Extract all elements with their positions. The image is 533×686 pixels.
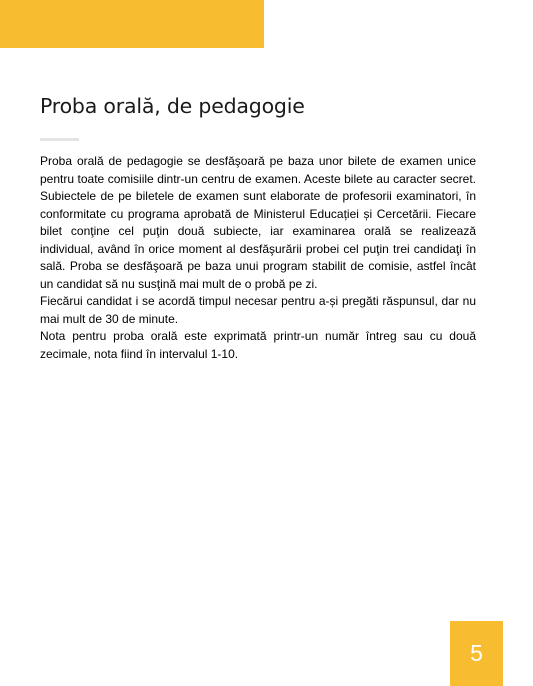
body-text — [40, 153, 476, 363]
paragraph-grading: Nota pentru proba orală este exprimată printr-un număr întreg sau cu două zecimale, nota fiind în intervalul 1-10. — [40, 329, 476, 361]
page-number-badge — [450, 621, 503, 686]
top-accent-bar — [0, 0, 264, 48]
title-divider — [40, 138, 79, 141]
page-number: 5 — [470, 640, 483, 666]
paragraph-exam-description: Proba orală de pedagogie se desfăşoară pe baza unor bilete de examen unice pentru toate comisiile dintr-un centru de examen. Aceste bilete au caracter secret. Subiectele de pe biletele de examen sunt elaborate de profesorii examinatori, în conformitate cu programa aprobată de Ministerul Educației și Cercetării. Fiecare bilet conţine cel puţin două subiecte, iar examinarea orală se realizează individual, având în orice moment al desfăşurării probei cel puţin trei candidaţi în sală. Proba se desfăşoară pe baza unui program stabilit de comisie, astfel încât un candidat să nu susţină mai mult de o probă pe zi. — [40, 154, 476, 291]
page-title: Proba orală, de pedagogie — [40, 94, 305, 118]
paragraph-preparation-time: Fiecărui candidat i se acordă timpul necesar pentru a-și pregăti răspunsul, dar nu mai mult de 30 de minute. — [40, 294, 476, 326]
